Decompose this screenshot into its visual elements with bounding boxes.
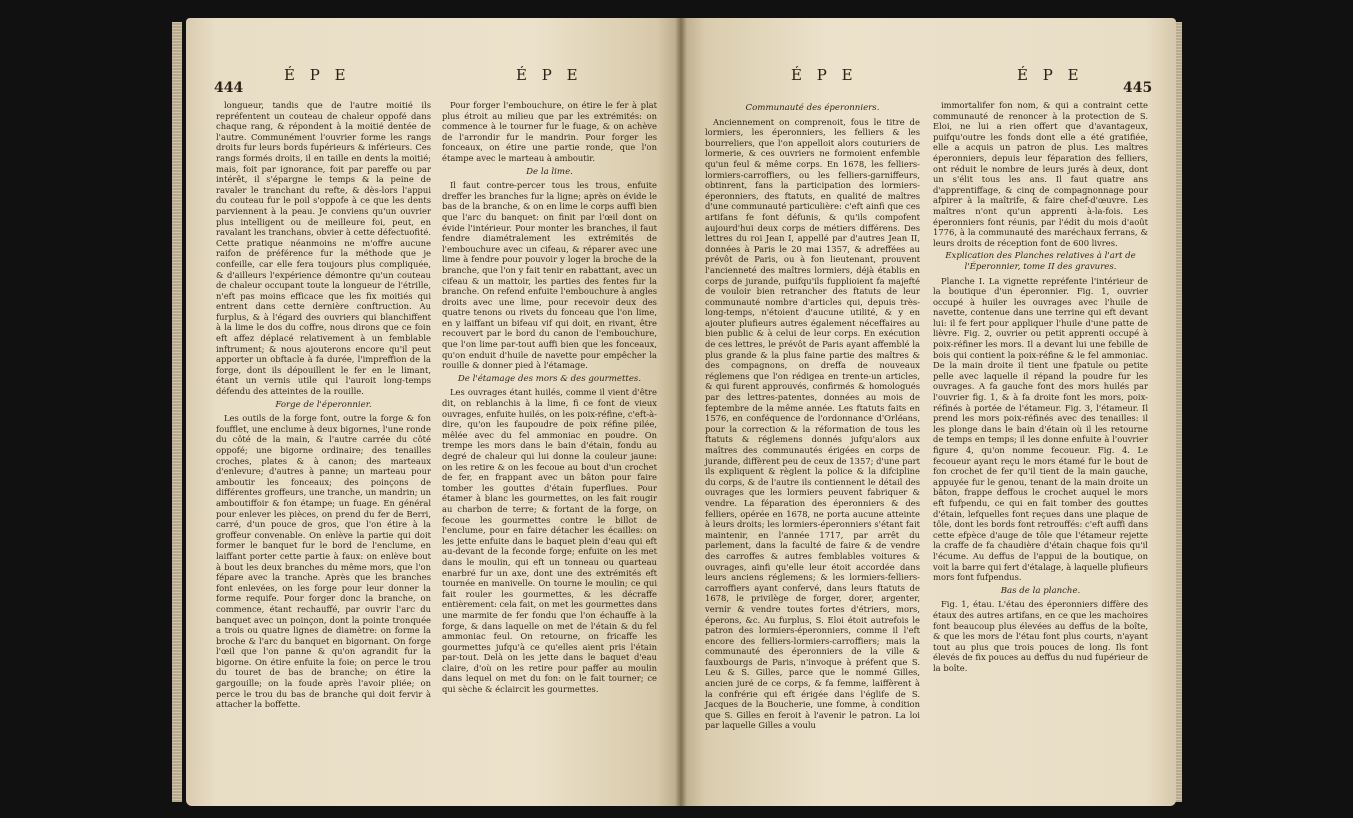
left-running-head-a: É P E	[284, 66, 351, 84]
column-1-text-2: Les outils de la forge font, outre la forge & fon foufflet, une enclume à deux bigornes, l'une ronde du côté de la main, & l'autre carrée du côté oppofé; une bigorne ordinaire; des tenailles croches, plates & à canon; des marteaux d'enlevure; d'autres à panne; un marteau pour amboutir les fonceaux; des poinçons de différentes groffeurs, une tranche, un mandrin; un amboutiffoir & fon étampe; un fuage. En général pour enlever les pièces, on prend du fer de Berri, carré, d'un pouce de gros, que l'on étire à la groffeur convenable. On enlève la partie qui doit former le banquet fur le bord de l'enclume, en laiffant porter cette partie à faux: on enlève bout à bout les deux branches du même mors, que l'on fépare avec la tranche. Après que les branches font enlevées, on les forge pour leur donner la forme requife. Pour forger donc la branche, on commence, étant rechauffé, par ouvrir l'arc du banquet avec un poinçon, dont la pointe tronquée a trois ou quatre lignes de diamètre: on forme la broche & l'arc du banquet en bigornant. On forge l'œil que l'on panne & qu'on agrandit fur la bigorne. On étire enfuite la foie; on perce le trou du touret de bas de branche; on étire la gargouille; on la foude après l'avoir pliée; on perce le trou du bas de branche qui doit fervir à attacher la boffette.	[216, 413, 431, 710]
column-2-text: Pour forger l'embouchure, on étire le fer à plat plus étroit au milieu que par les extrémités: on commence à le tourner fur le fuage, & on achève de l'arrondir fur le mandrin. Pour forger les fonceaux, on étire une partie ronde, que l'on étampe avec le marteau à amboutir.	[442, 100, 657, 163]
column-2-heading-2: De l'étamage des mors & des gourmettes.	[457, 373, 642, 384]
open-book	[172, 12, 1182, 812]
column-4-text: immortalifer fon nom, & qui a contraint cette communauté de renoncer à la protection de S. Eloi, ne lui a rien offert que d'avantageux, puifqu'outre les fonds dont elle a été gratifiée, elle a acquis un patron de plus. Les maîtres éperonniers, depuis leur féparation des felliers, ont réduit le nombre de leurs jurés à deux, dont un s'élit tous les ans. Il faut quatre ans d'apprentiffage, & cinq de compagnonnage pour afpirer à la maîtrife, & faire chef-d'œuvre. Les maîtres n'ont qu'un apprenti à-la-fois. Les éperonniers font réunis, par l'édit du mois d'août 1776, à la communauté des maréchaux ferrans, & leurs droits de réception font de 600 livres.	[933, 100, 1148, 248]
column-4-text-2: Planche I. La vignette repréfente l'intérieur de la boutique d'un éperonnier. Fig. 1, ouvrier occupé à huiler les ouvrages avec l'huile de navette, contenue dans une terrine qui eft devant lui: il fe fert pour appliquer l'huile d'une patte de lièvre. Fig. 2, ouvrier ou petit apprenti occupé à poix-réfiner les mors. Il a devant lui une febille de bois qui contient la poix-réfine & le fel ammoniac. De la main droite il tient une fpatule ou petite pelle avec laquelle il répand la poudre fur les ouvrages. A fa gauche font des mors huilés par l'ouvrier fig. 1, & à fa droite font les mors, poix-réfinés à portée de l'étameur. Fig. 3, l'étameur. Il prend les mors poix-réfinés avec des tenailles: il les plonge dans le bain d'étain où il les retourne de temps en temps; il les donne enfuite à l'ouvrier figure 4, qu'on nomme fecoueur. Fig. 4. Le fecoueur ayant reçu le mors étamé fur le bout de fon crochet de fer qu'il tient de la main gauche, appuyée fur le genou, tenant de la main droite un bâton, frappe deffous le crochet auquel le mors eft fufpendu, ce qui en fait tomber des gouttes d'étain, lefquelles font reçues dans une plaque de tôle, dont les bords font retrouffés: c'eft auffi dans cette efpèce d'auge de tôle que l'étameur rejette la craffe de fa chaudière d'étain chaque fois qu'il l'écume. Au deffus de l'appui de la boutique, on voit la barre qui fert d'étalage, à laquelle plufieurs mors font fufpendus.	[933, 275, 1148, 583]
column-3	[705, 100, 920, 731]
column-4-text-3: Fig. 1, étau. L'étau des éperonniers diffère des étaux des autres artifans, en ce que les machoires font beaucoup plus élevées au deffus de la boîte, & que les mors de l'étau font plus courts, n'ayant tout au plus que trois pouces de long. Ils font élevés de fix pouces au deffus du nud fupérieur de la boîte.	[933, 599, 1148, 673]
column-2-text-2: Il faut contre-percer tous les trous, enfuite dreffer les branches fur la ligne; après on évide le bas de la branche, & on en lime le corps auffi bien que l'arc du banquet: on finit par l'œil dont on évide l'intérieur. Pour monter les branches, il faut fendre diamétralement les extrémités de l'embouchure avec un cifeau, & réparer avec une lime à fendre pour pouvoir y loger la broche de la branche, que l'on y fait tenir en rabattant, avec un cifeau & un mattoir, les parties des fentes fur la branche. On refend enfuite l'embouchure à angles droits avec une lime, pour recevoir deux des quatre tenons ou rivets du fonceau que l'on lime, en y laiffant un bifeau vif qui doit, en rivant, être recouvert par le bord du canon de l'embouchure, que l'on lime par-tout auffi bien que les fonceaux, qu'on enduit d'huile de navette pour empêcher la rouille & donner pied à l'étamage.	[442, 180, 657, 371]
left-page	[186, 18, 681, 806]
column-1	[216, 100, 431, 710]
column-2	[442, 100, 657, 695]
column-3-text: Anciennement on comprenoit, fous le titre de lormiers, les éperonniers, les felliers & les bourreliers, que l'on appelloit alors couturiers de lormerie, & ces ouvriers ne formoient enfemble qu'un feul & même corps. En 1678, les felliers-lormiers-carroffiers, ou les felliers-garniffeurs, obtinrent, fans la participation des lormiers-éperonniers, des ftatuts, en qualité de maîtres d'une communauté particulière: c'eft ainfi que ces artifans fe font défunis, & qu'ils compofent aujourd'hui deux corps de métiers différens. Des lettres du roi Jean I, appellé par d'autres Jean II, données à Paris le 20 mai 1357, & adreffées au prévôt de Paris, ou à fon lieutenant, prouvent l'ancienneté des maîtres lormiers, déjà établis en corps de jurande, puifqu'ils fupplioient fa majefté de vouloir bien retrancher des ftatuts de leur communauté nombre d'articles qui, depuis très-long-temps, n'étoient d'aucune utilité, & y en ajouter plufieurs autres également néceffaires au bien public & à celui de leur corps. En exécution de ces lettres, le prévôt de Paris ayant affemblé la plus grande & la plus faine partie des maîtres & des compagnons, on dreffa de nouveaux réglemens que l'on rédigea en trente-un articles, & qui furent approuvés, confirmés & homologués par des lettres-patentes, données au mois de feptembre de la même année. Les ftatuts faits en 1576, en conféquence de l'ordonnance d'Orléans, pour la correction & la réformation de tous les ftatuts & réglemens donnés jufqu'alors aux maîtres des communautés érigées en corps de jurande, diffèrent peu de ceux de 1357; d'une part ils expliquent & règlent la police & la difcipline du corps, & de l'autre ils contiennent le détail des ouvrages que les lormiers peuvent fabriquer & vendre. La féparation des éperonniers & des felliers, opérée en 1678, ne porta aucune atteinte à leurs droits; les lormiers-éperonniers s'étant fait maintenir, en l'année 1717, par arrêt du parlement, dans la faculté de faire & de vendre des carroffes & autres femblables voitures & ouvrages, ainfi qu'elle leur étoit accordée dans leurs anciens réglemens; & les lormiers-felliers-carroffiers ayant confervé, dans leurs ftatuts de 1678, le privilège de forger, dorer, argenter, vernir & vendre toutes fortes d'étriers, mors, éperons, &c. Au furplus, S. Eloi étoit autrefois le patron des lormiers-éperonniers, comme il l'eft encore des felliers-lormiers-carroffiers; mais la communauté des éperonniers de la ville & fauxbourgs de Paris, n'invoque à préfent que S. Leu & S. Gilles, parce que le nommé Gilles, ancien juré de ce corps, & fa femme, laiffèrent à la confrérie qui eft érigée dans l'églife de S. Jacques de la Boucherie, une fomme, à condition que S. Gilles en feroit à l'avenir le patron. La loi par laquelle Gilles a voulu	[705, 116, 920, 731]
page-spread	[186, 18, 1176, 808]
book-gutter	[675, 18, 687, 806]
column-4-heading-2: Bas de la planche.	[1000, 585, 1081, 596]
column-3-heading: Communauté des éperonniers.	[745, 103, 880, 113]
left-page-number: 444	[214, 80, 244, 96]
column-1-heading: Forge de l'éperonnier.	[275, 399, 372, 410]
column-4	[933, 100, 1148, 673]
column-4-heading: Explication des Planches relatives à l'art de l'Éperonnier, tome II des gravures.	[945, 251, 1136, 272]
left-page-edges	[172, 22, 182, 802]
right-page-number: 445	[1123, 80, 1153, 96]
right-running-head-b: É P E	[1017, 66, 1084, 84]
left-running-head-b: É P E	[516, 66, 583, 84]
right-running-head-a: É P E	[791, 66, 858, 84]
right-page	[681, 18, 1176, 806]
column-2-heading: De la lime.	[526, 166, 573, 177]
column-1-text: longueur, tandis que de l'autre moitié ils repréfentent un couteau de chaleur oppofé dans chaque rang, & répondent à la moitié dentée de l'autre. Communément l'ouvrier forme les rangs droits fur leurs bords fupérieurs & inférieurs. Ces rangs formés droits, il en taille en dents la moitié; mais, foit par ignorance, foit par pareffe ou par intérêt, il s'épargne le temps & la peine de ravaler le tranchant du refte, & dès-lors l'appui du couteau fur le poil s'oppofe à ce que les dents parviennent à la peau. Je conviens qu'un ouvrier plus intelligent ou de meilleure foi, peut, en ravalant les tranchans, obvier à cette défectuofité. Cette pratique néanmoins ne m'offre aucune raifon de préférence fur la méthode que je confeille, car elle fera toujours plus compliquée, & d'ailleurs l'expérience démontre qu'un couteau de chaleur occupant toute la longueur de l'étrille, n'eft pas moins efficace que les fix moitiés qui entrent dans cette dernière conftruction. Au furplus, & à l'égard des ouvriers qui blanchiffent à la lime le dos du coffre, nous dirons que ce foin eft affez déplacé relativement à un femblable inftrument; & nous ajouterons encore qu'il peut apporter un obftacle à fa durée, l'impreffion de la forge, dont ils dépouillent le fer en le limant, étant un vernis utile qui l'auroit long-temps défendu des atteintes de la rouille.	[216, 100, 431, 397]
column-2-text-3: Les ouvrages étant huilés, comme il vient d'être dit, on reblanchis à la lime, fi ce font de vieux ouvrages, enfuite huilés, on les poix-réfine, c'eft-à-dire, qu'on les faupoudre de poix réfine pilée, mêlée avec du fel ammoniac en poudre. On trempe les mors dans le bain d'étain, fondu au degré de chaleur qui lui donne la couleur jaune: on les retire & on les fecoue au bout d'un crochet de fer, en frappant avec un bâton pour faire tomber les gouttes d'étain fuperflues. Pour étamer à blanc les gourmettes, on les fait rougir au charbon de terre; & fortant de la forge, on fecoue les gourmettes contre le billot de l'enclume, pour en faire détacher les écailles: on les jette enfuite dans le baquet plein d'eau qui eft au-devant de la feconde forge; enfuite on les met dans le moulin, qui eft un tonneau ou quarteau enarbré fur un axe, dont une des extrémités eft tournée en manivelle. On tourne le moulin; ce qui fait rouler les gourmettes, & les décraffe entièrement: cela fait, on met les gourmettes dans une marmite de fer fondu que l'on échauffe à la forge, & dans laquelle on met de l'étain & du fel ammoniac feul. On retourne, on fricaffe les gourmettes jufqu'à ce qu'elles aient pris l'étain par-tout. Delà on les jette dans le baquet d'eau claire, d'où on les retire pour paffer au moulin dans lequel on met du fon: on le fait tourner; ce qui sèche & éclaircit les gourmettes.	[442, 387, 657, 695]
